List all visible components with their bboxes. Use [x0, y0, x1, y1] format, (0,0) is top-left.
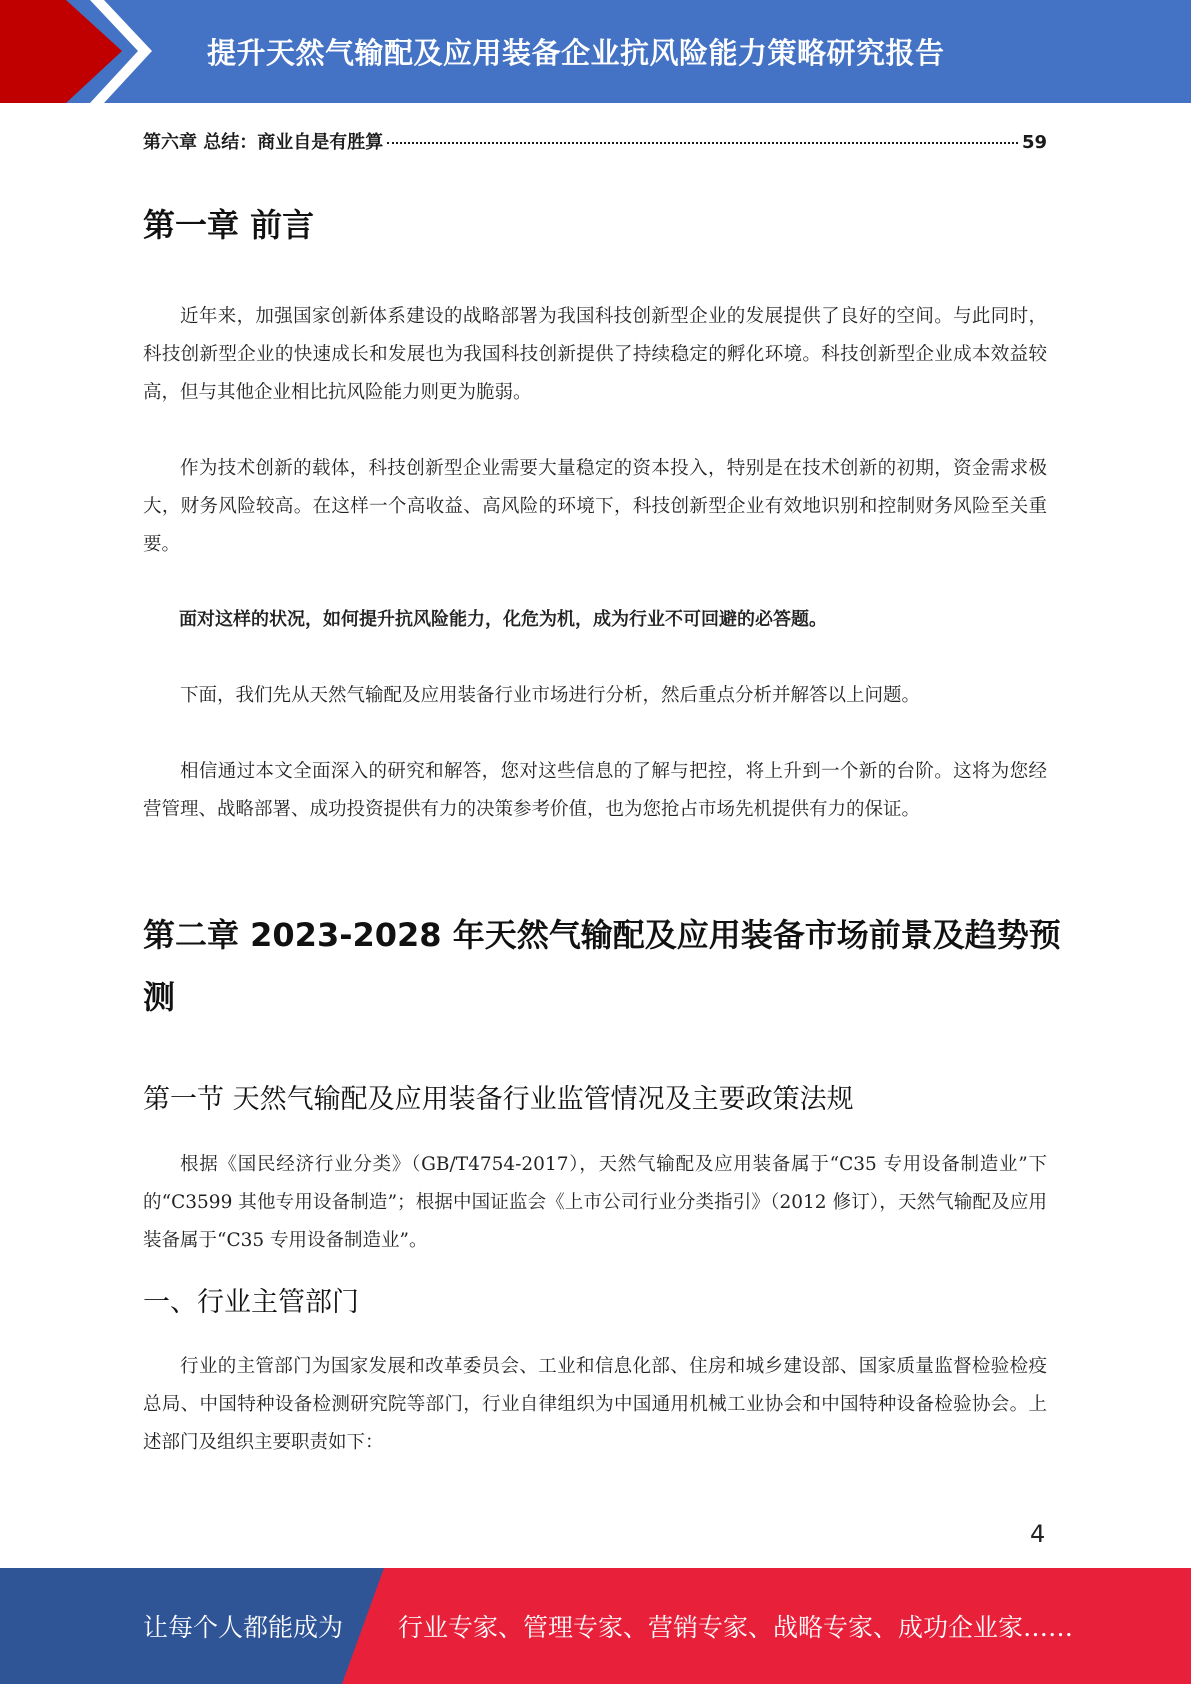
- toc-entry-label: 第六章 总结：商业自是有胜算: [143, 132, 384, 153]
- chapter1-paragraph-3: 面对这样的状况，如何提升抗风险能力，化危为机，成为行业不可回避的必答题。: [179, 609, 827, 630]
- section1-paragraph: 根据《国民经济行业分类》（GB/T4754-2017），天然气输配及应用装备属于“C35 专用设备制造业”下的“C3599 其他专用设备制造”；根据中国证监会《上市公司行业分类指引》（2012 修订），天然气输配及应用装备属于“C35 专用设备制造业”。: [143, 1154, 1047, 1251]
- page-header: [0, 0, 1191, 111]
- footer-slogan-left: 让每个人都能成为: [143, 1613, 344, 1642]
- page-number: 4: [1030, 1520, 1046, 1548]
- chapter1-paragraph-5: 相信通过本文全面深入的研究和解答，您对这些信息的了解与把控，将上升到一个新的台阶。这将为您经营管理、战略部署、成功投资提供有力的决策参考价值，也为您抢占市场先机提供有力的保证。: [143, 761, 1047, 820]
- toc-entry-page: 59: [1021, 132, 1047, 153]
- chapter1-paragraph-2: 作为技术创新的载体，科技创新型企业需要大量稳定的资本投入，特别是在技术创新的初期，资金需求极大，财务风险较高。在这样一个高收益、高风险的环境下，科技创新型企业有效地识别和控制财务风险至关重要。: [143, 458, 1047, 555]
- section1-heading: 第一节 天然气输配及应用装备行业监管情况及主要政策法规: [143, 1084, 854, 1115]
- toc-dot-leader: [387, 142, 1018, 144]
- subsection1-heading: 一、行业主管部门: [143, 1287, 359, 1318]
- subsection1-paragraph: 行业的主管部门为国家发展和改革委员会、工业和信息化部、住房和城乡建设部、国家质量监督检验检疫总局、中国特种设备检测研究院等部门，行业自律组织为中国通用机械工业协会和中国特种设备检验协会。上述部门及组织主要职责如下：: [143, 1356, 1047, 1453]
- chapter2-heading-line1: 第二章 2023-2028 年天然气输配及应用装备市场前景及趋势预: [143, 916, 1061, 954]
- toc-entry[interactable]: [143, 128, 1047, 158]
- footer-slogan-right: 行业专家、管理专家、营销专家、战略专家、成功企业家……: [398, 1613, 1074, 1642]
- page-footer: [0, 1568, 1191, 1684]
- chapter1-paragraph-4: 下面，我们先从天然气输配及应用装备行业市场进行分析，然后重点分析并解答以上问题。: [180, 685, 921, 706]
- chapter2-heading-line2: 测: [143, 978, 176, 1016]
- chapter1-heading: 第一章 前言: [143, 206, 315, 244]
- chapter1-paragraph-1: 近年来，加强国家创新体系建设的战略部署为我国科技创新型企业的发展提供了良好的空间。与此同时，科技创新型企业的快速成长和发展也为我国科技创新提供了持续稳定的孵化环境。科技创新型企业成本效益较高，但与其他企业相比抗风险能力则更为脆弱。: [143, 306, 1047, 403]
- report-title: 提升天然气输配及应用装备企业抗风险能力策略研究报告: [207, 36, 945, 70]
